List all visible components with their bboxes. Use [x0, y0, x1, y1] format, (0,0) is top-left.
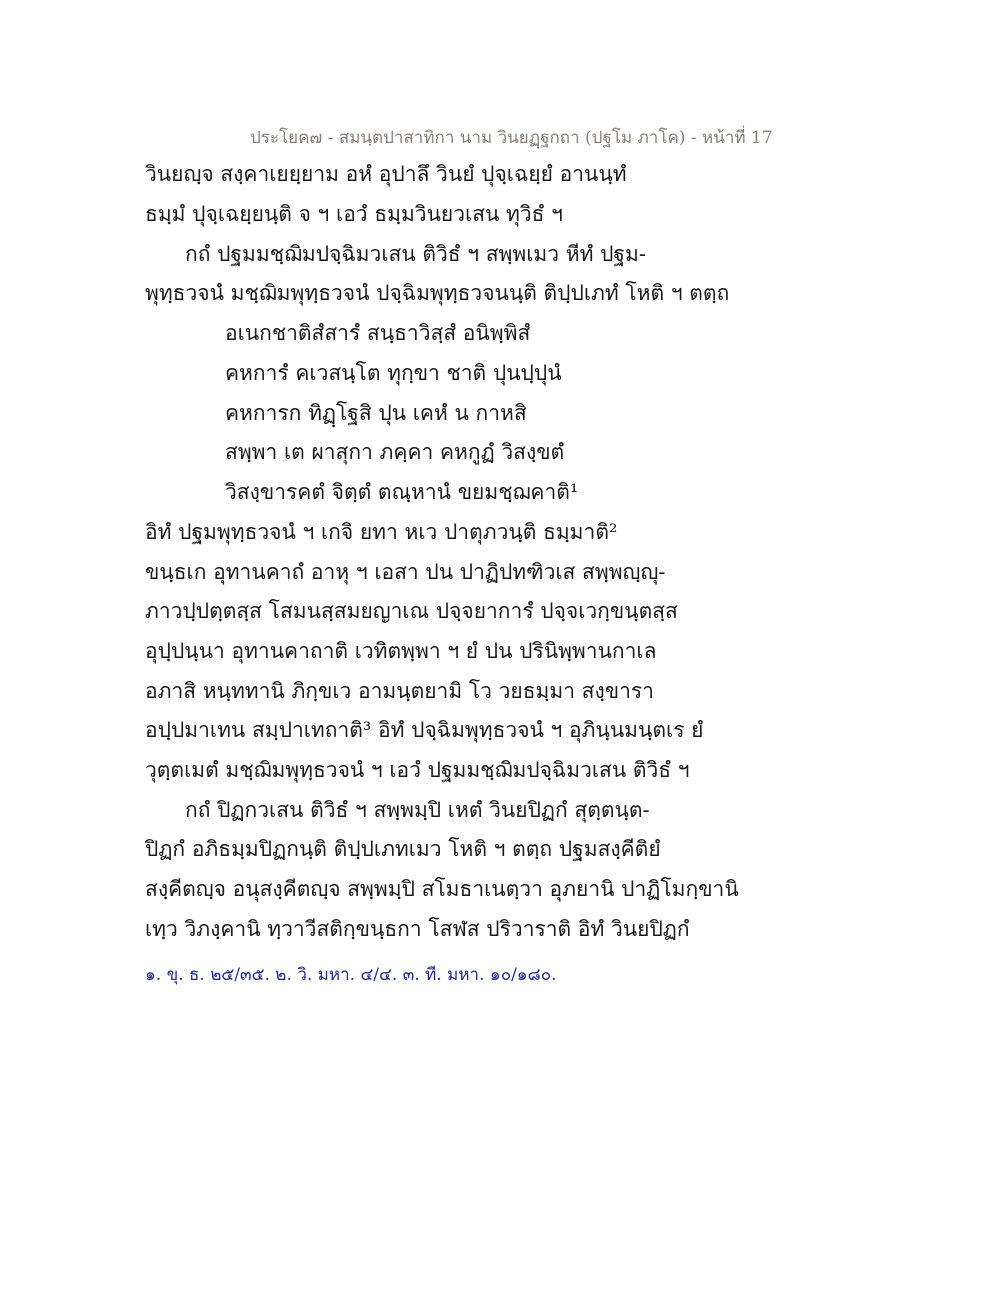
text-line: พุทฺธวจนํ มชฺฌิมพุทฺธวจนํ ปจฺฉิมพุทฺธวจนนฺติ ติปฺปเภทํ โหติ ฯ ตตฺถ — [145, 281, 730, 305]
text-line: อุปฺปนฺนา อุทานคาถาติ เวทิตพฺพา ฯ ยํ ปน ปรินิพฺพานกาเล — [145, 639, 657, 663]
text-line: อปฺปมาเทน สมฺปาเทถาติ³ อิทํ ปจฺฉิมพุทฺธวจนํ ฯ อุภินฺนมนฺตเร ยํ — [145, 718, 704, 742]
verse-line: วิสงฺขารคตํ จิตฺตํ ตณฺหานํ ขยมชฺฌคาติ¹ — [225, 480, 579, 504]
text-line: อภาสิ หนฺททานิ ภิกฺขเว อามนฺตยามิ โว วยธมฺมา สงฺขารา — [145, 679, 654, 703]
text-line: ธมฺมํ ปุจฺเฉยฺยนฺติ จ ฯ เอวํ ธมฺมวินยวเสน ทุวิธํ ฯ — [145, 202, 563, 226]
footnote: ๑. ขุ. ธ. ๒๕/๓๕. ๒. วิ. มหา. ๔/๔. ๓. ที. มหา. ๑๐/๑๘๐. — [145, 965, 557, 985]
text-line: กถํ ปฐมมชฺฌิมปจฺฉิมวเสน ติวิธํ ฯ สพฺพเมว หีทํ ปฐม- — [185, 242, 646, 266]
text-line: เทฺว วิภงฺคานิ ทฺวาวีสติกฺขนฺธกา โสฬส ปริวาราติ อิทํ วินยปิฏกํ — [145, 917, 690, 941]
text-line: ภาวปฺปตฺตสฺส โสมนสฺสมยญาเณ ปจฺจยาการํ ปจฺจเวกฺขนฺตสฺส — [145, 599, 678, 623]
text-line: วินยญฺจ สงฺคาเยยฺยาม อหํ อุปาลึ วินยํ ปุจฺเฉยฺยํ อานนฺทํ — [145, 162, 627, 186]
text-line: ปิฏกํ อภิธมฺมปิฏกนฺติ ติปฺปเภทเมว โหติ ฯ ตตฺถ ปฐมสงฺคีติยํ — [145, 837, 661, 861]
verse-line: คหการก ทิฏฺโฐสิ ปุน เคหํ น กาหสิ — [225, 401, 527, 425]
text-line: วุตฺตเมตํ มชฺฌิมพุทฺธวจนํ ฯ เอวํ ปฐมมชฺฌิมปจฺฉิมวเสน ติวิธํ ฯ — [145, 758, 690, 782]
verse-line: อเนกชาติสํสารํ สนฺธาวิสฺสํ อนิพฺพิสํ — [225, 321, 531, 345]
verse-line: สพฺพา เต ผาสุกา ภคฺคา คหกูฏํ วิสงฺขตํ — [225, 440, 565, 464]
verse-line: คหการํ คเวสนฺโต ทุกฺขา ชาติ ปุนปฺปุนํ — [225, 361, 562, 385]
text-line: กถํ ปิฏกวเสน ติวิธํ ฯ สพฺพมฺปิ เหตํ วินยปิฏกํ สุตฺตนฺต- — [185, 798, 650, 822]
text-line: ขนฺธเก อุทานคาถํ อาหุ ฯ เอสา ปน ปาฏิปทฑิวเส สพฺพญฺญุ- — [145, 560, 666, 584]
page-header: ประโยค๗ - สมนฺตปาสาทิกา นาม วินยฏฺฐกถา (ปฐโม ภาโค) - หน้าที่ 17 — [250, 128, 773, 148]
text-line: อิทํ ปฐมพุทฺธวจนํ ฯ เกจิ ยทา หเว ปาตุภวนฺติ ธมฺมาติ² — [145, 520, 618, 544]
text-line: สงฺคีตญฺจ อนุสงฺคีตญฺจ สพฺพมฺปิ สโมธาเนตฺวา อุภยานิ ปาฏิโมกฺขานิ — [145, 877, 739, 901]
